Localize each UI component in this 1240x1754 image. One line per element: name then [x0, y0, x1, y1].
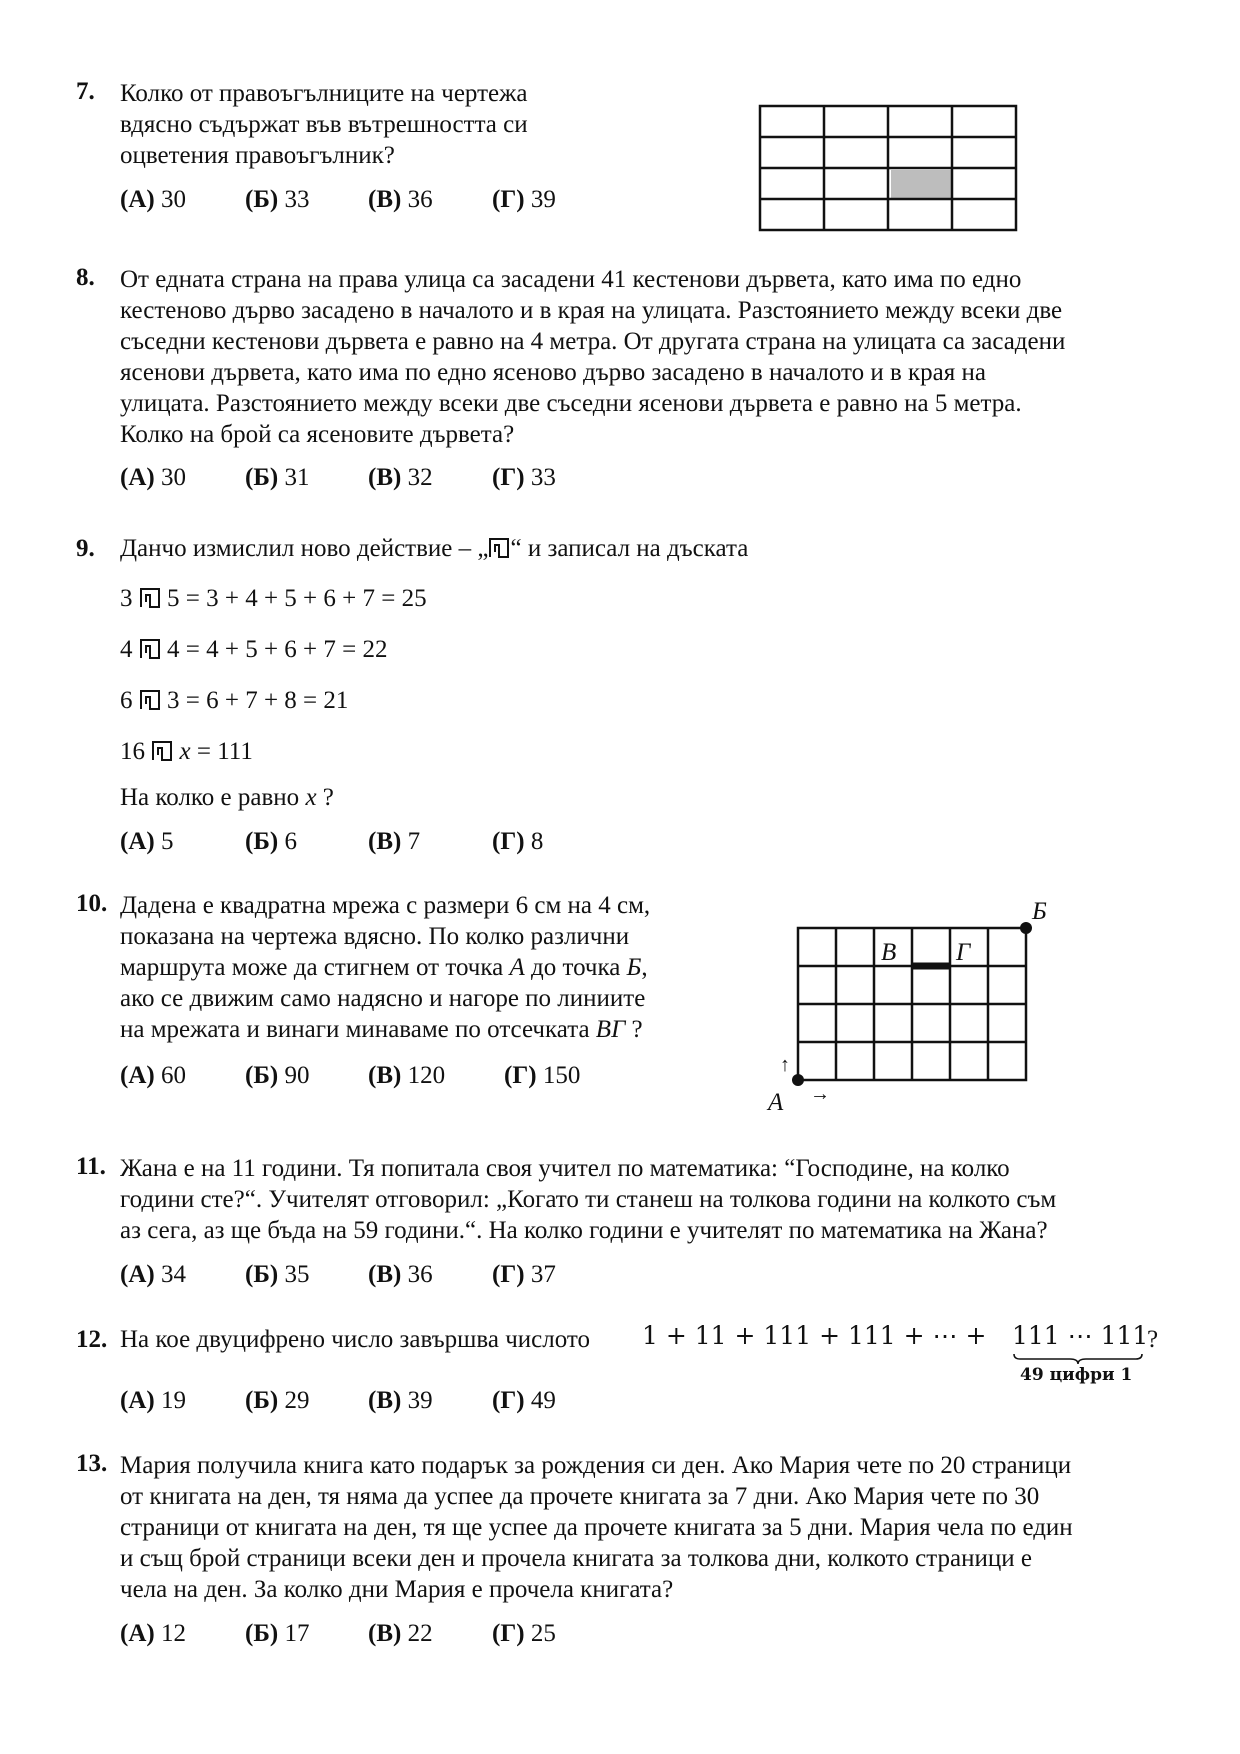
text-line: Колко на брой са ясеновите дървета? — [120, 421, 515, 448]
answer-b[interactable] — [245, 186, 309, 214]
answer-value: 19 — [160, 1387, 186, 1414]
answer-label: (А) — [120, 828, 155, 855]
text-line: ясенови дървета, като има по едно ясеново дърво засадено в началото и в края на — [120, 359, 986, 386]
answer-b[interactable] — [245, 464, 309, 492]
answer-value: 5 — [160, 828, 174, 855]
point-b-ref: Б — [626, 954, 642, 981]
text-line: и същ брой страници всеки ден и прочела книгата за толкова дни, колкото страници е — [120, 1545, 1032, 1572]
arrow-right-icon: → — [810, 1083, 830, 1105]
text-line: страници от книгата на ден, тя ще успее да прочете книгата за 5 дни. Мария чела по един — [120, 1514, 1073, 1541]
equation-operand: 16 — [120, 738, 145, 765]
intro-text: “ и записал на дъската — [510, 535, 749, 562]
answer-value: 29 — [284, 1387, 310, 1414]
equation-result: 5 = 3 + 4 + 5 + 6 + 7 = 25 — [167, 585, 427, 612]
answer-value: 25 — [530, 1620, 556, 1647]
equation-operand: 6 — [120, 687, 133, 714]
text-line: съседни кестенови дървета е равно на 4 метра. От другата страна на улицата са засадени — [120, 328, 1066, 355]
answer-value: 12 — [160, 1620, 186, 1647]
problem-text — [120, 264, 1065, 450]
meander-symbol-icon — [139, 638, 161, 660]
answer-label: (Б) — [245, 1620, 279, 1647]
answer-label: (В) — [368, 1620, 402, 1647]
point-a-marker — [792, 1074, 804, 1086]
equation-result: 4 = 4 + 5 + 6 + 7 = 22 — [167, 636, 388, 663]
answer-label: (А) — [120, 464, 155, 491]
answer-value: 22 — [407, 1620, 433, 1647]
answer-value: 30 — [160, 464, 186, 491]
answer-value: 90 — [284, 1062, 310, 1089]
problem-number: 13. — [76, 1450, 108, 1477]
answer-a[interactable] — [120, 1620, 186, 1648]
answer-label: (Г) — [492, 828, 525, 855]
answer-value: 39 — [530, 186, 556, 213]
answer-label: (В) — [368, 186, 402, 213]
text-line: ако се движим само надясно и нагоре по линиите — [120, 985, 646, 1012]
answer-b[interactable] — [245, 1062, 309, 1090]
text-line: години сте?“. Учителят отговорил: „Когато ти станеш на толкова години на колкото съм — [120, 1186, 1057, 1213]
equation-line — [120, 585, 427, 613]
meander-symbol-icon — [151, 740, 173, 762]
answer-label: (Г) — [504, 1062, 537, 1089]
equation-operand: 4 — [120, 636, 133, 663]
point-b-label: Б — [1032, 898, 1047, 925]
problem-text — [120, 78, 528, 171]
answer-value: 6 — [284, 828, 297, 855]
text-line: показана на чертежа вдясно. По колко различни — [120, 923, 630, 950]
answer-value: 36 — [407, 1261, 433, 1288]
equation-operand: 3 — [120, 585, 133, 612]
text-line: кестеново дърво засадено в началото и в края на улицата. Разстоянието между всеки две — [120, 297, 1063, 324]
last-term: 111 ⋯ 111 — [1012, 1321, 1149, 1350]
text-span: на мрежата и винаги минаваме по отсечката — [120, 1016, 596, 1043]
answer-v[interactable] — [368, 1062, 445, 1090]
equation-result: = 111 — [190, 738, 253, 765]
answer-value: 35 — [284, 1261, 310, 1288]
answer-v[interactable] — [368, 1387, 433, 1415]
qmark-text: ? — [1147, 1326, 1159, 1353]
answer-value: 33 — [530, 464, 556, 491]
question-mark — [1147, 1326, 1158, 1354]
answer-label: (Г) — [492, 464, 525, 491]
text-line: аз сега, аз ще бъда на 59 години.“. На колко години е учителят по математика на Жана? — [120, 1217, 1048, 1244]
answer-a[interactable] — [120, 1261, 186, 1289]
text-line — [120, 952, 650, 983]
answer-value: 30 — [160, 186, 186, 213]
answer-g[interactable] — [492, 1261, 556, 1289]
question-variable: x — [305, 784, 317, 811]
answer-value: 120 — [407, 1062, 446, 1089]
sum-expression — [642, 1321, 986, 1350]
problem-number: 9. — [76, 535, 95, 562]
meander-symbol-icon — [139, 587, 161, 609]
problem-number: 8. — [76, 264, 95, 291]
equation-line — [120, 636, 388, 664]
problem-text — [120, 1153, 1056, 1246]
text-line: от книгата на ден, тя няма да успее да прочете книгата за 7 дни. Ако Мария чете по 30 — [120, 1483, 1040, 1510]
answer-value: 39 — [407, 1387, 433, 1414]
answer-label: (А) — [120, 186, 155, 213]
answer-g[interactable] — [492, 828, 543, 856]
answer-a[interactable] — [120, 186, 186, 214]
answer-a[interactable] — [120, 464, 186, 492]
answer-value: 49 — [530, 1387, 556, 1414]
route-grid-figure — [760, 895, 1060, 1117]
answer-v[interactable] — [368, 1620, 433, 1648]
answer-label: (Г) — [492, 1387, 525, 1414]
answer-label: (Б) — [245, 464, 279, 491]
answer-label: (В) — [368, 1387, 402, 1414]
text-span: На кое двуцифрено число завършва числото — [120, 1326, 590, 1353]
answer-value: 60 — [160, 1062, 186, 1089]
answer-label: (Б) — [245, 1261, 279, 1288]
answer-v[interactable] — [368, 464, 433, 492]
answer-label: (А) — [120, 1620, 155, 1647]
answer-g[interactable] — [504, 1062, 580, 1090]
answer-label: (Г) — [492, 1620, 525, 1647]
answer-value: 33 — [284, 186, 310, 213]
answer-a[interactable] — [120, 828, 173, 856]
answer-a[interactable] — [120, 1062, 186, 1090]
text-line: чела на ден. За колко дни Мария е прочела книгата? — [120, 1576, 674, 1603]
point-g-label: Г — [956, 939, 971, 966]
text-span: , — [641, 954, 648, 981]
answer-label: (А) — [120, 1387, 155, 1414]
answer-value: 37 — [530, 1261, 556, 1288]
text-line: Колко от правоъгълниците на чертежа — [120, 80, 528, 107]
answer-b[interactable] — [245, 1620, 309, 1648]
answer-b[interactable] — [245, 828, 297, 856]
answer-label: (Г) — [492, 186, 525, 213]
answer-g[interactable] — [492, 1387, 556, 1415]
text-span: ? — [625, 1016, 643, 1043]
equation-line — [120, 687, 348, 715]
problem-question — [120, 784, 334, 812]
text-line: улицата. Разстоянието между всеки две съседни ясенови дървета е равно на 5 метра. — [120, 390, 1022, 417]
answer-v[interactable] — [368, 186, 433, 214]
answer-label: (В) — [368, 828, 402, 855]
answer-label: (Б) — [245, 828, 279, 855]
problem-number: 12. — [76, 1326, 108, 1353]
meander-symbol-icon — [139, 689, 161, 711]
answer-value: 8 — [530, 828, 544, 855]
equation-line — [120, 738, 253, 766]
last-term-group — [1012, 1321, 1149, 1385]
problem-number: 7. — [76, 78, 95, 105]
answer-label: (Г) — [492, 1261, 525, 1288]
answer-value: 7 — [407, 828, 421, 855]
answer-value: 150 — [542, 1062, 581, 1089]
problem-text — [120, 890, 650, 1045]
problem-text — [120, 1326, 590, 1354]
rectangle-grid-figure — [758, 104, 1020, 234]
text-line: Жана е на 11 години. Тя попитала своя учител по математика: “Господине, на колко — [120, 1155, 1010, 1182]
segment-ref: ВГ — [595, 1016, 626, 1043]
answer-label: (Б) — [245, 186, 279, 213]
answer-value: 36 — [407, 186, 433, 213]
answer-v[interactable] — [368, 1261, 433, 1289]
answer-label: (В) — [368, 464, 402, 491]
shaded-cell — [891, 170, 953, 200]
text-line: оцветения правоъгълник? — [120, 142, 395, 169]
text-line: Мария получила книга като подарък за рождения си ден. Ако Мария чете по 20 страници — [120, 1452, 1072, 1479]
answer-value: 34 — [160, 1261, 186, 1288]
text-span: до точка — [524, 954, 627, 981]
text-line: вдясно съдържат във вътрешността си — [120, 111, 528, 138]
answer-a[interactable] — [120, 1387, 186, 1415]
answer-value: 17 — [284, 1620, 310, 1647]
answer-label: (Б) — [245, 1387, 279, 1414]
brace-label: 49 цифри 1 — [1020, 1365, 1133, 1385]
equation-variable: x — [179, 738, 191, 765]
answer-b[interactable] — [245, 1387, 309, 1415]
point-a-ref: А — [509, 954, 525, 981]
answer-g[interactable] — [492, 186, 556, 214]
point-a-label: А — [768, 1089, 784, 1116]
answer-label: (Б) — [245, 1062, 279, 1089]
underbrace-icon — [1012, 1353, 1144, 1365]
question-text: На колко е равно — [120, 784, 306, 811]
answer-label: (А) — [120, 1062, 155, 1089]
answer-b[interactable] — [245, 1261, 309, 1289]
problem-text — [120, 1450, 1073, 1605]
point-v-label: В — [881, 939, 897, 966]
answer-label: (А) — [120, 1261, 155, 1288]
answer-g[interactable] — [492, 464, 556, 492]
text-line: От едната страна на права улица са засадени 41 кестенови дървета, като има по едно — [120, 266, 1022, 293]
equation-result: 3 = 6 + 7 + 8 = 21 — [167, 687, 349, 714]
question-text: ? — [316, 784, 334, 811]
answer-g[interactable] — [492, 1620, 556, 1648]
arrow-up-icon: ↑ — [780, 1054, 790, 1076]
meander-symbol-icon — [488, 537, 510, 559]
point-b-marker — [1020, 922, 1032, 934]
problem-number: 11. — [76, 1153, 106, 1180]
text-line — [120, 1014, 650, 1045]
answer-value: 31 — [284, 464, 310, 491]
intro-text: Данчо измислил ново действие – „ — [120, 535, 489, 562]
text-span: маршрута може да стигнем от точка — [120, 954, 510, 981]
text-line: Дадена е квадратна мрежа с размери 6 см на 4 см, — [120, 892, 651, 919]
problem-number: 10. — [76, 890, 108, 917]
answer-label: (В) — [368, 1062, 402, 1089]
answer-label: (В) — [368, 1261, 402, 1288]
sum-terms: 1 + 11 + 111 + 111 + ⋯ + — [642, 1321, 987, 1350]
answer-v[interactable] — [368, 828, 420, 856]
answer-value: 32 — [407, 464, 433, 491]
problem-intro — [120, 535, 748, 563]
